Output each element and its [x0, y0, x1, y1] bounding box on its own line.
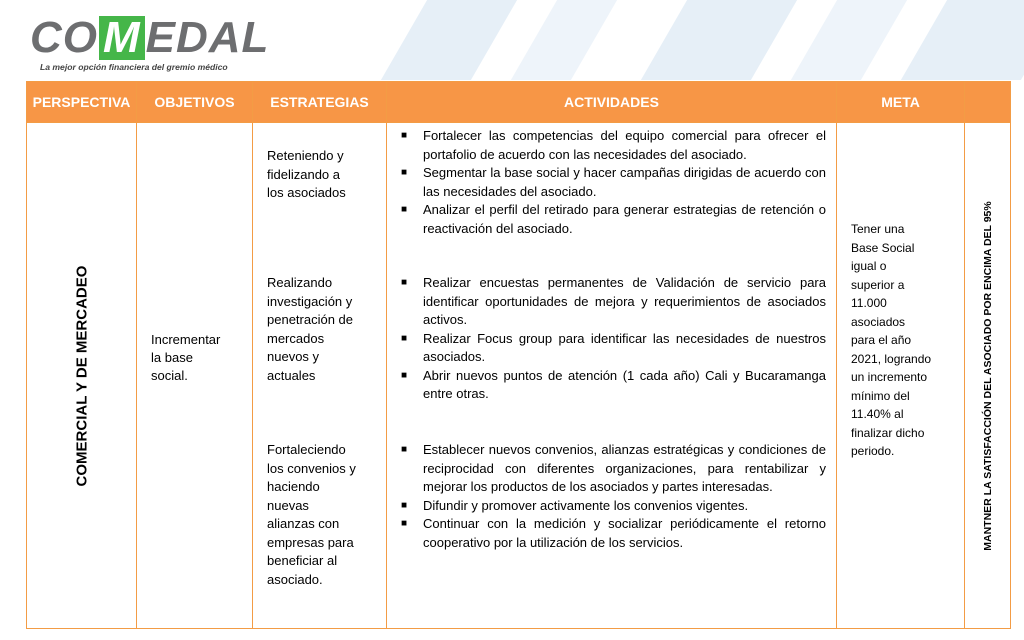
bullet-icon: ■ [401, 369, 408, 381]
strategy-3: Fortaleciendo los convenios y haciendo nuevas alianzas con empresas para beneficiar al asociado. [267, 442, 356, 587]
header-perspectiva: PERSPECTIVA [27, 82, 137, 123]
bullet-icon: ■ [401, 332, 408, 344]
list-item: ■ Realizar encuestas permanentes de Validación de servicio para identificar oportunidades de mejora y requerimientos de asociados activos. [401, 275, 826, 327]
list-item: ■ Fortalecer las competencias del equipo comercial para ofrecer el portafolio de acuerdo con las necesidades del asociado. [401, 128, 826, 162]
meta-cell [837, 123, 965, 629]
activity-group-1 [387, 127, 836, 238]
activities-cell [387, 123, 837, 629]
strategy-2: Realizando investigación y penetración de mercados nuevos y actuales [267, 275, 354, 383]
bullet-icon: ■ [401, 518, 408, 529]
activity-group-2 [387, 274, 836, 404]
list-item: ■ Continuar con la medición y socializar periódicamente el retorno cooperativo por la utilización de los servicios. [401, 516, 826, 550]
activity-group-3 [387, 441, 836, 552]
list-item: ■ Establecer nuevos convenios, alianzas estratégicas y condiciones de reciprocidad con diferentes organizaciones, para rentabilizar y mejorar los productos de los asociados y partes interesadas. [401, 442, 826, 494]
strategies-cell [253, 123, 387, 629]
header-estrategias: ESTRATEGIAS [253, 82, 387, 123]
perspective-label: COMERCIAL Y DE MERCADEO [73, 265, 90, 486]
bullet-icon: ■ [401, 167, 408, 178]
bullet-icon: ■ [401, 204, 408, 215]
bullet-icon: ■ [401, 444, 408, 455]
perspective-cell [27, 123, 137, 629]
header-objetivos: OBJETIVOS [137, 82, 253, 123]
objective-cell [137, 123, 253, 629]
header-meta: META [837, 82, 965, 123]
bullet-icon: ■ [401, 499, 408, 511]
header-empty [965, 82, 1011, 123]
bullet-icon: ■ [401, 277, 408, 288]
list-item: ■ Realizar Focus group para identificar las necesidades de nuestros asociados. [401, 330, 826, 364]
header-actividades: ACTIVIDADES [387, 82, 837, 123]
strategy-table [26, 81, 1011, 629]
logo-wordmark: CO M EDAL [30, 13, 270, 62]
list-item: ■ Analizar el perfil del retirado para generar estrategias de retención o reactivación del asociado. [401, 202, 826, 236]
satisfaction-label: MANTNER LA SATISFACCIÓN DEL ASOCIADO POR ENCIMA DEL 95% [981, 200, 994, 551]
list-item: ■ Abrir nuevos puntos de atención (1 cada año) Cali y Bucaramanga entre otras. [401, 367, 826, 401]
header-decoration [364, 0, 1024, 80]
list-item: ■ Segmentar la base social y hacer campañas dirigidas de acuerdo con las necesidades del asociado. [401, 165, 826, 199]
table-header-row [27, 82, 1011, 123]
list-item: ■ Difundir y promover activamente los convenios vigentes. [387, 497, 836, 516]
meta-text: Tener una Base Social igual o superior a 11.000 asociados para el año 2021, logrando un incremento mínimo del 11.40% al finalizar dicho periodo. [851, 222, 932, 458]
objective-text: Incrementar la base social. [151, 332, 221, 383]
strategy-1: Reteniendo y fidelizando a los asociados [267, 148, 346, 200]
comedal-logo [30, 13, 290, 76]
bullet-icon: ■ [401, 130, 408, 141]
table-row [27, 123, 1011, 629]
logo-tagline: La mejor opción financiera del gremio médico [40, 62, 228, 72]
satisfaction-cell [965, 123, 1011, 629]
